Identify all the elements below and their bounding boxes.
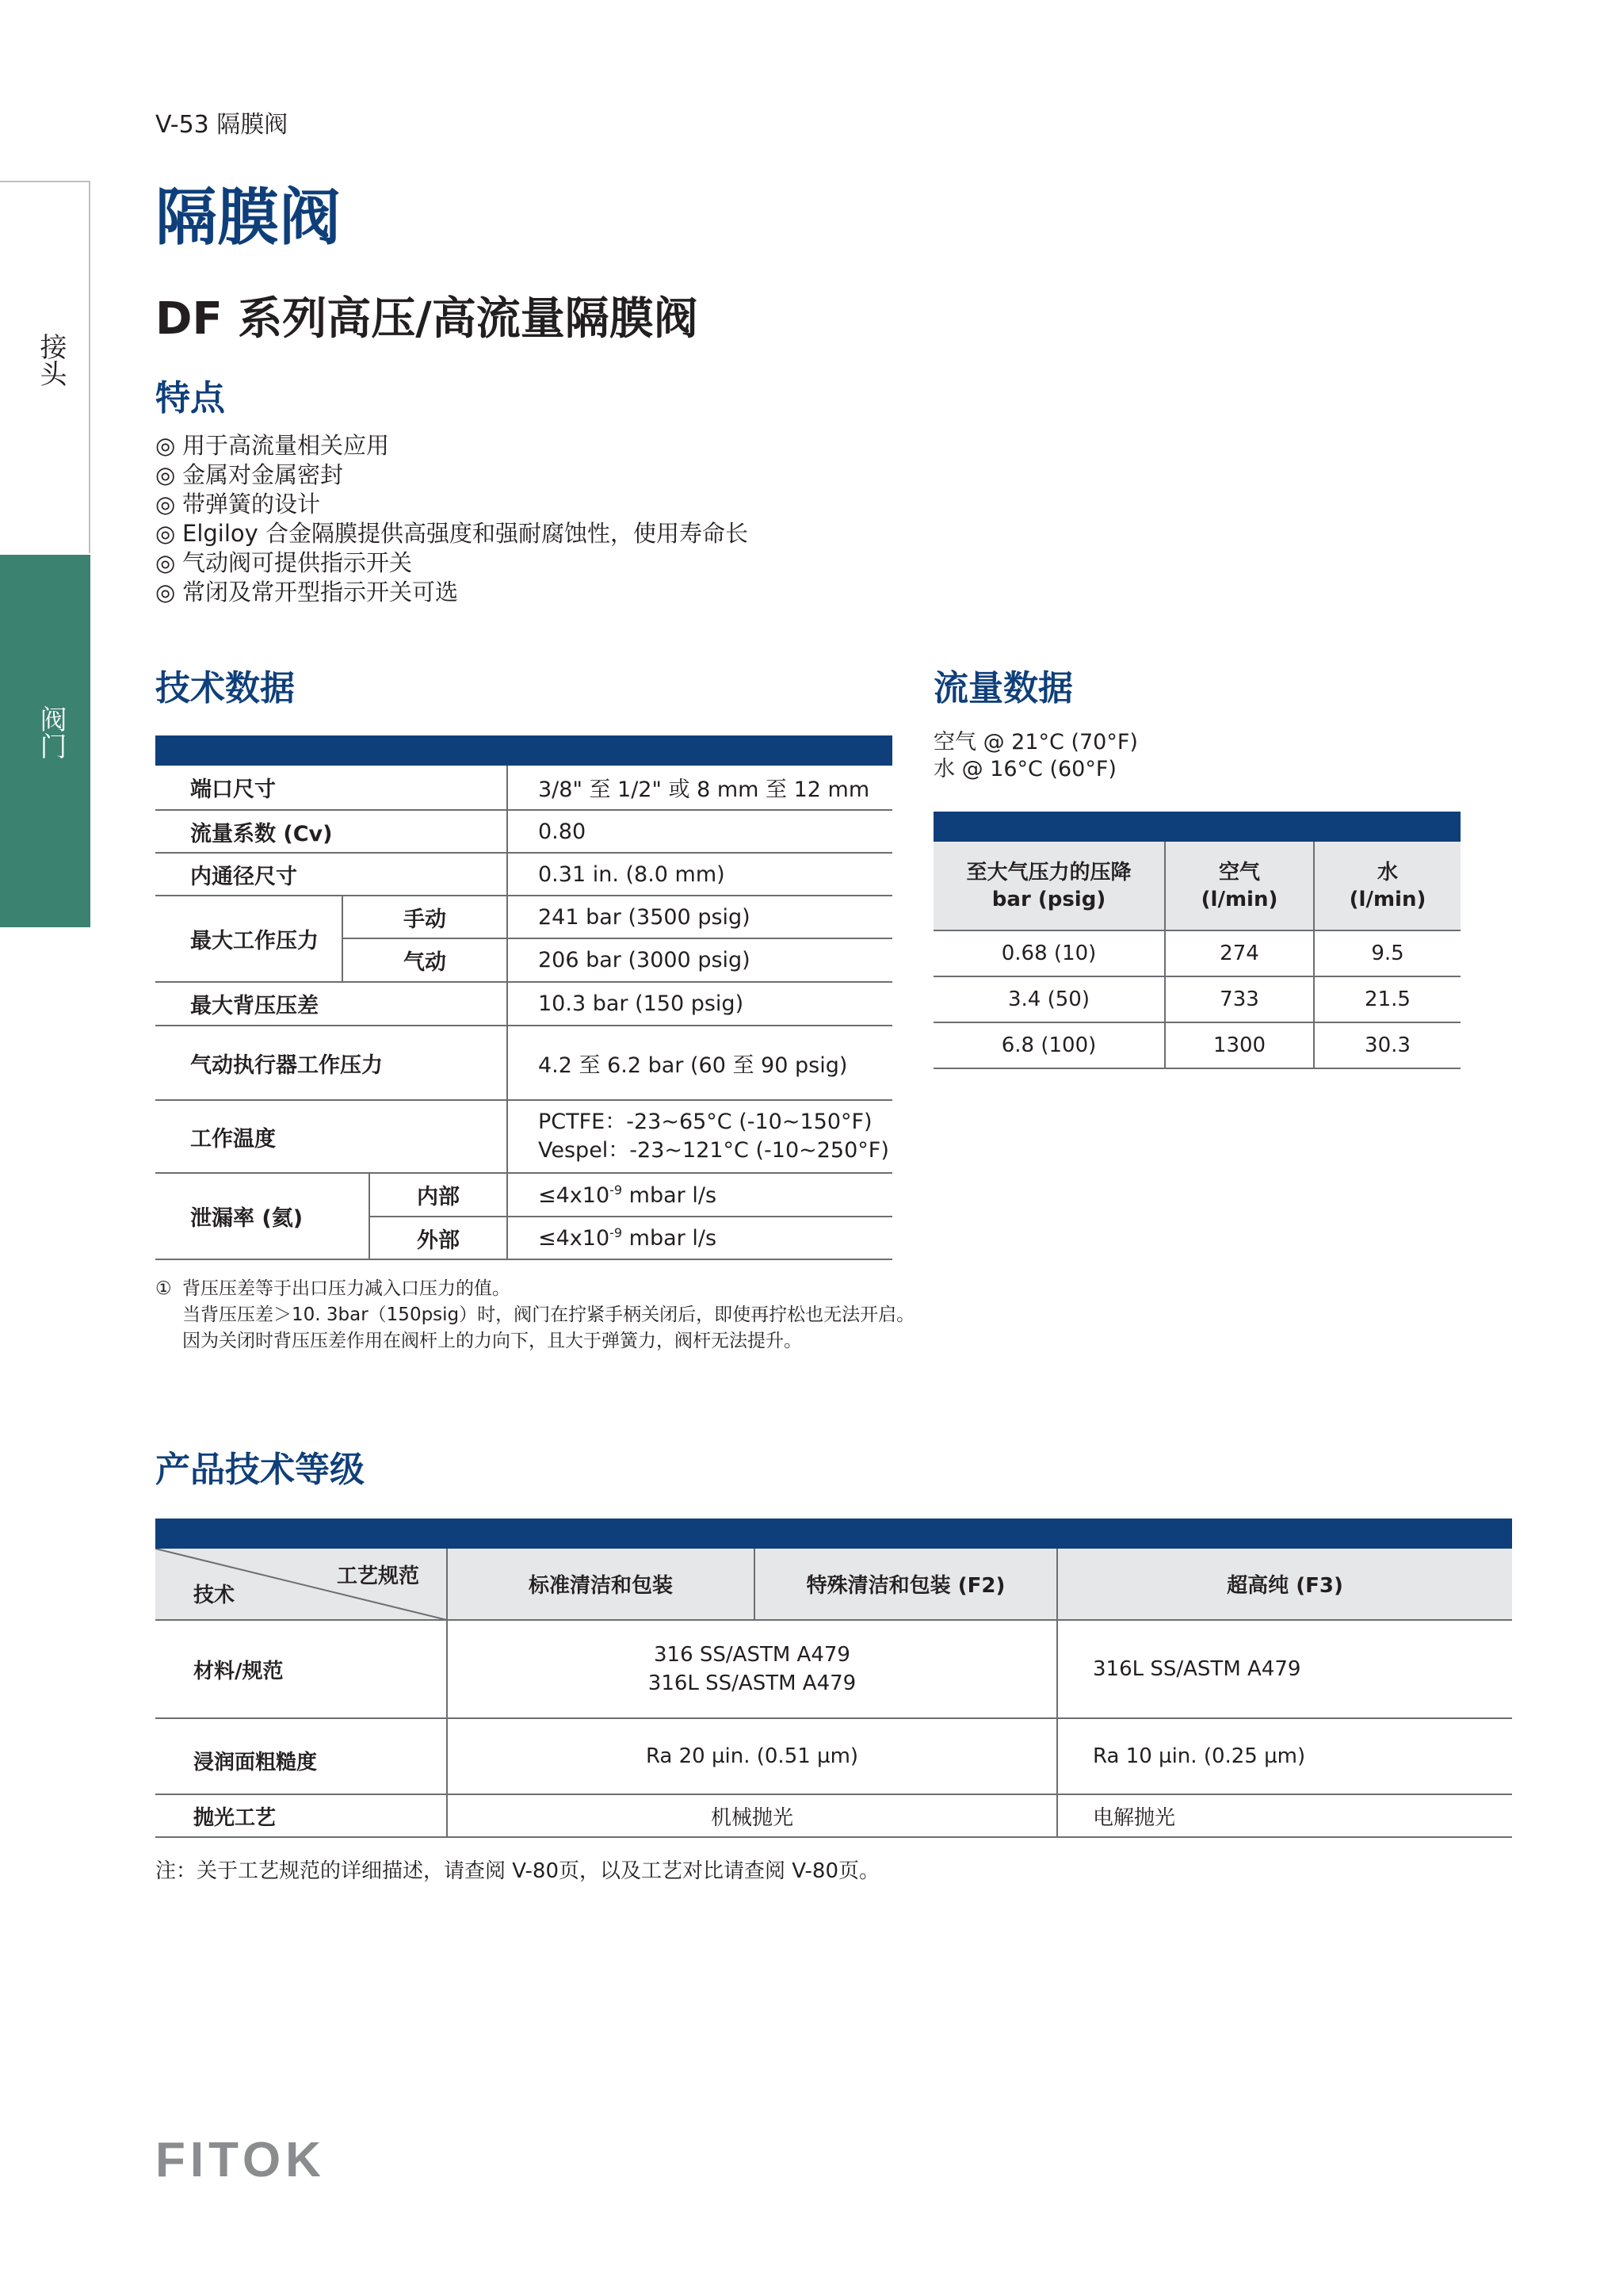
flow-col-air: 空气 (l/min): [1165, 842, 1314, 930]
grade-corner-cell: [155, 1549, 447, 1620]
page-title: 隔膜阀: [155, 182, 342, 254]
leak-outer-value: $\le 4x10^{-9}$ mbar l/s: [507, 1217, 892, 1259]
note-number: ①: [155, 1278, 172, 1299]
bullet-icon: ◎: [155, 520, 176, 547]
bullet-icon: ◎: [155, 432, 176, 459]
flow-heading: 流量数据: [934, 668, 1073, 709]
table-row: [155, 982, 892, 1026]
flow-cell: 6.8 (100): [934, 1022, 1165, 1068]
cv-label: 流量系数 (Cv): [155, 810, 507, 853]
back-pressure-label: 最大背压压差: [155, 982, 507, 1026]
manual-label: 手动: [342, 896, 507, 938]
feature-item: ◎ 常闭及常开型指示开关可选: [155, 579, 459, 606]
orifice-value: 0.31 in. (8.0 mm): [507, 853, 892, 896]
flow-cell: 9.5: [1314, 930, 1461, 976]
flow-col-water: 水 (l/min): [1314, 842, 1461, 930]
max-pressure-label: 最大工作压力: [155, 896, 342, 982]
table-row: [155, 1173, 892, 1217]
bullet-icon: ◎: [155, 461, 176, 488]
leak-inner-label: 内部: [369, 1173, 507, 1217]
pneumatic-label: 气动: [342, 938, 507, 982]
note-line: ① 背压压差等于出口压力减入口压力的值。: [155, 1276, 915, 1302]
flow-condition-water: 水 @ 16°C (60°F): [934, 757, 1117, 781]
grade-heading: 产品技术等级: [155, 1450, 365, 1490]
flow-cell: 274: [1165, 930, 1314, 976]
port-size-value: 3/8" 至 1/2" 或 8 mm 至 12 mm: [507, 766, 892, 810]
roughness-uhp-value: Ra 10 µin. (0.25 µm): [1057, 1718, 1512, 1794]
temperature-vespel: Vespel：-23~121°C (-10~250°F): [538, 1138, 889, 1163]
flow-cell: 0.68 (10): [934, 930, 1165, 976]
side-tab-joint[interactable]: [0, 181, 90, 553]
side-tab-valve[interactable]: [0, 555, 90, 927]
bullet-icon: ◎: [155, 491, 176, 518]
fitok-logo: FITOK: [155, 2133, 326, 2187]
material-label: 材料/规范: [155, 1620, 447, 1718]
table-row: [155, 1794, 1512, 1837]
tech-notes: [155, 1276, 915, 1354]
table-row: [155, 1100, 892, 1173]
flow-condition-air: 空气 @ 21°C (70°F): [934, 730, 1138, 755]
leak-inner-value: $\le 4x10^{-9}$ mbar l/s: [507, 1173, 892, 1217]
back-pressure-value: 10.3 bar (150 psig): [507, 982, 892, 1026]
polish-uhp-value: 电解抛光: [1057, 1794, 1512, 1837]
temperature-label: 工作温度: [155, 1100, 507, 1173]
actuator-value: 4.2 至 6.2 bar (60 至 90 psig): [507, 1026, 892, 1100]
bullet-icon: ◎: [155, 579, 176, 606]
tech-heading: 技术数据: [155, 668, 295, 709]
flow-conditions: [934, 729, 1138, 783]
grade-col-standard: 标准清洁和包装: [447, 1549, 754, 1620]
table-row: [155, 1718, 1512, 1794]
tech-table: [155, 766, 892, 1260]
table-row: [155, 896, 892, 938]
side-tab-joint-label: 接头: [35, 333, 67, 387]
table-row: [155, 1620, 1512, 1718]
flow-table: [934, 842, 1461, 1069]
feature-item: ◎ 金属对金属密封: [155, 461, 344, 488]
manual-pressure-value: 241 bar (3500 psig): [507, 896, 892, 938]
corner-top-label: 工艺规范: [336, 1564, 419, 1588]
tech-table-bar: [155, 735, 892, 766]
grade-footnote: 注：关于工艺规范的详细描述，请查阅 V-80页，以及工艺对比请查阅 V-80页。: [155, 1859, 880, 1883]
polish-label: 抛光工艺: [155, 1794, 447, 1837]
feature-item: ◎ Elgiloy 合金隔膜提供高强度和强耐腐蚀性，使用寿命长: [155, 520, 749, 547]
bullet-icon: ◎: [155, 549, 176, 576]
note-line: 当背压压差＞10. 3bar（150psig）时，阀门在拧紧手柄关闭后，即使再拧松也无法开启。: [182, 1305, 915, 1325]
flow-cell: 3.4 (50): [934, 976, 1165, 1022]
material-uhp-value: 316L SS/ASTM A479: [1057, 1620, 1512, 1718]
flow-cell: 733: [1165, 976, 1314, 1022]
roughness-label: 浸润面粗糙度: [155, 1718, 447, 1794]
note-line: 因为关闭时背压压差作用在阀杆上的力向下，且大于弹簧力，阀杆无法提升。: [182, 1331, 802, 1351]
actuator-label: 气动执行器工作压力: [155, 1026, 507, 1100]
side-tab-valve-label: 阀门: [35, 705, 67, 759]
material-standard-value: 316 SS/ASTM A479 316L SS/ASTM A479: [447, 1620, 1057, 1718]
flow-cell: 30.3: [1314, 1022, 1461, 1068]
roughness-standard-value: Ra 20 µin. (0.51 µm): [447, 1718, 1057, 1794]
temperature-value: [507, 1100, 892, 1173]
table-row: [155, 1549, 1512, 1620]
table-row: [934, 930, 1461, 976]
grade-col-uhp: 超高纯 (F3): [1057, 1549, 1512, 1620]
cv-value: 0.80: [507, 810, 892, 853]
table-row: [155, 810, 892, 853]
grade-table: [155, 1549, 1512, 1838]
page-label: V-53 隔膜阀: [155, 111, 288, 139]
port-size-label: 端口尺寸: [155, 766, 507, 810]
leak-label: 泄漏率 (氦): [155, 1173, 369, 1259]
leak-outer-label: 外部: [369, 1217, 507, 1259]
table-row: [934, 976, 1461, 1022]
flow-cell: 21.5: [1314, 976, 1461, 1022]
pneumatic-pressure-value: 206 bar (3000 psig): [507, 938, 892, 982]
feature-item: ◎ 带弹簧的设计: [155, 491, 321, 518]
table-row: [934, 842, 1461, 930]
feature-item: ◎ 用于高流量相关应用: [155, 432, 390, 459]
page-subtitle: DF 系列高压/高流量隔膜阀: [155, 293, 698, 345]
table-row: [155, 853, 892, 896]
orifice-label: 内通径尺寸: [155, 853, 507, 896]
table-row: [155, 1026, 892, 1100]
flow-col-pressure-drop: 至大气压力的压降 bar (psig): [934, 842, 1165, 930]
polish-standard-value: 机械抛光: [447, 1794, 1057, 1837]
features-heading: 特点: [155, 378, 225, 418]
temperature-pctfe: PCTFE：-23~65°C (-10~150°F): [538, 1110, 873, 1134]
grade-table-bar: [155, 1519, 1512, 1549]
feature-item: ◎ 气动阀可提供指示开关: [155, 549, 413, 576]
features-list: [155, 431, 748, 607]
grade-col-special: 特殊清洁和包装 (F2): [754, 1549, 1057, 1620]
flow-table-bar: [934, 812, 1461, 842]
table-row: [155, 766, 892, 810]
table-row: [934, 1022, 1461, 1068]
flow-cell: 1300: [1165, 1022, 1314, 1068]
corner-bottom-label: 技术: [193, 1584, 235, 1607]
